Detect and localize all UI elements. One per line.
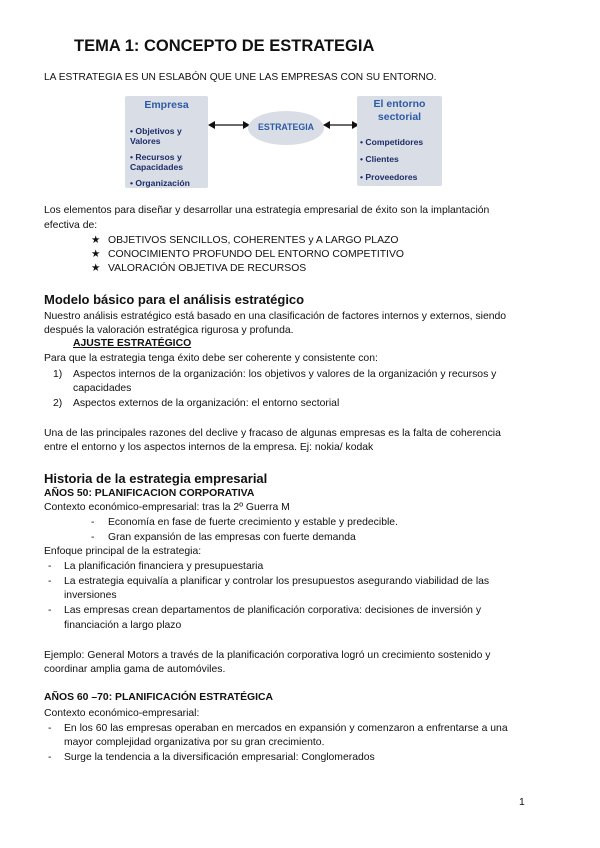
- subsection-heading: AJUSTE ESTRATÉGICO: [73, 338, 192, 349]
- company-box-title: Empresa: [144, 99, 189, 111]
- paragraph-line: Nuestro análisis estratégico está basado en una clasificación de factores internos y externos, siendo: [44, 311, 507, 322]
- list-item: En los 60 las empresas operaban en mercados en expansión y comenzaron a enfrentarse a una: [64, 723, 508, 734]
- company-item: • Objetivos y: [130, 126, 182, 136]
- list-item: Gran expansión de las empresas con fuerte demanda: [108, 532, 356, 543]
- star-bullet-icon: ★: [91, 235, 101, 246]
- strategy-ellipse-label: ESTRATEGIA: [257, 122, 315, 132]
- paragraph-line: entre el entorno y los aspectos internos de la empresa. Ej: nokia/ kodak: [44, 442, 374, 453]
- list-item: mayor complejidad organizativa por su gran crecimiento.: [64, 737, 325, 748]
- list-item: capacidades: [73, 383, 132, 394]
- arrow-right-icon: [323, 118, 359, 132]
- star-bullet-icon: ★: [91, 249, 101, 260]
- list-item: financiación a largo plazo: [64, 620, 182, 631]
- paragraph-line: Contexto económico-empresarial: tras la 2º Guerra M: [44, 502, 290, 513]
- document-title: TEMA 1: CONCEPTO DE ESTRATEGIA: [74, 37, 375, 55]
- environment-box-title: El entorno: [373, 98, 426, 110]
- paragraph-line: Contexto económico-empresarial:: [44, 708, 200, 719]
- subsection-heading: AÑOS 60 –70: PLANIFICACIÓN ESTRATÉGICA: [44, 692, 274, 703]
- list-item: CONOCIMIENTO PROFUNDO DEL ENTORNO COMPETITIVO: [108, 249, 404, 260]
- paragraph-line: después la valoración estratégica rigurosa y profunda.: [44, 325, 294, 336]
- list-item: OBJETIVOS SENCILLOS, COHERENTES y A LARGO PLAZO: [108, 235, 399, 246]
- list-number: 2): [53, 398, 63, 409]
- list-item: La estrategia equivalía a planificar y controlar los presupuestos asegurando viabilidad de las: [64, 576, 490, 587]
- environment-item: • Competidores: [360, 137, 424, 147]
- list-item: Economía en fase de fuerte crecimiento y estable y predecible.: [108, 517, 398, 528]
- dash-bullet: -: [91, 517, 95, 528]
- list-item: inversiones: [64, 590, 117, 601]
- paragraph-line: Los elementos para diseñar y desarrollar una estrategia empresarial de éxito son la implantación: [44, 205, 490, 216]
- page-number: 1: [519, 797, 525, 808]
- intro-text: LA ESTRATEGIA ES UN ESLABÓN QUE UNE LAS EMPRESAS CON SU ENTORNO.: [44, 72, 437, 83]
- dash-bullet: -: [48, 561, 52, 572]
- company-item: Capacidades: [130, 162, 184, 172]
- environment-box-title: sectorial: [377, 111, 422, 123]
- company-item: Valores: [130, 136, 161, 146]
- list-item: VALORACIÓN OBJETIVA DE RECURSOS: [108, 263, 307, 274]
- list-item: La planificación financiera y presupuestaria: [64, 561, 264, 572]
- list-item: Las empresas crean departamentos de planificación corporativa: decisiones de inversión y: [64, 605, 482, 616]
- list-item: Aspectos internos de la organización: los objetivos y valores de la organización y recursos y: [73, 369, 497, 380]
- subsection-heading: AÑOS 50: PLANIFICACION CORPORATIVA: [44, 488, 255, 499]
- dash-bullet: -: [48, 605, 52, 616]
- paragraph-line: Enfoque principal de la estrategia:: [44, 546, 202, 557]
- arrow-left-icon: [208, 118, 250, 132]
- section-heading: Historia de la estrategia empresarial: [44, 471, 268, 486]
- environment-item: • Clientes: [360, 154, 399, 164]
- paragraph-line: Una de las principales razones del declive y fracaso de algunas empresas es la falta de coherencia: [44, 428, 501, 439]
- company-item: • Recursos y: [130, 152, 182, 162]
- paragraph-line: coordinar amplia gama de automóviles.: [44, 664, 226, 675]
- dash-bullet: -: [48, 752, 52, 763]
- list-item: Aspectos externos de la organización: el entorno sectorial: [73, 398, 340, 409]
- dash-bullet: -: [48, 723, 52, 734]
- section-heading: Modelo básico para el análisis estratégico: [44, 292, 305, 307]
- company-item: • Organización: [130, 178, 190, 188]
- list-number: 1): [53, 369, 63, 380]
- environment-item: • Proveedores: [360, 172, 418, 182]
- paragraph-line: Ejemplo: General Motors a través de la planificación corporativa logró un crecimiento sostenido y: [44, 650, 491, 661]
- paragraph-line: efectiva de:: [44, 220, 98, 231]
- dash-bullet: -: [48, 576, 52, 587]
- dash-bullet: -: [91, 532, 95, 543]
- paragraph-line: Para que la estrategia tenga éxito debe ser coherente y consistente con:: [44, 353, 378, 364]
- list-item: Surge la tendencia a la diversificación empresarial: Conglomerados: [64, 752, 375, 763]
- star-bullet-icon: ★: [91, 263, 101, 274]
